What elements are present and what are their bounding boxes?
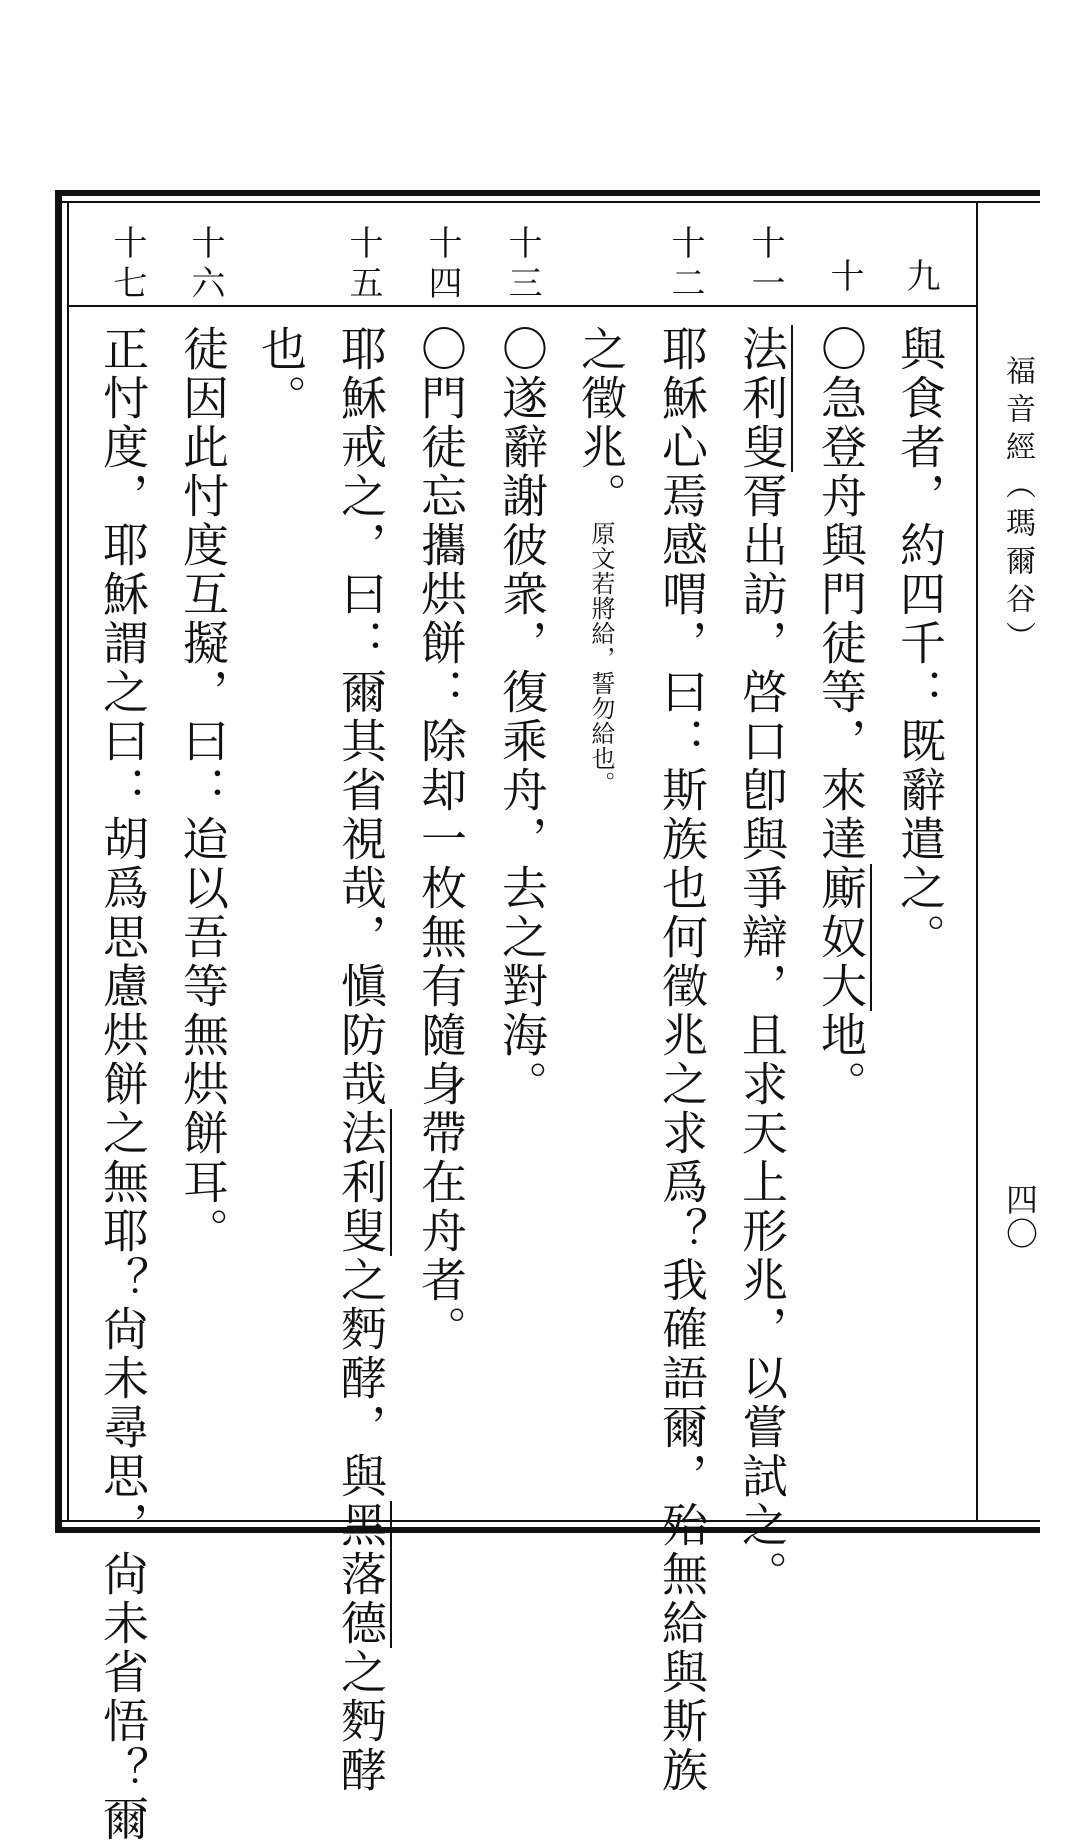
text-column-1 xyxy=(893,325,947,962)
frame-left-thick-rule xyxy=(55,190,62,1533)
text-column-7 xyxy=(414,325,468,1354)
frame-bottom-thin-rule xyxy=(55,1520,1040,1522)
text-column-10 xyxy=(176,325,230,1256)
frame-bottom-thick-rule xyxy=(55,1527,1040,1533)
verse-14-text: 〇門徒忘攜烘餅：除却一枚無有隨身帶在舟者。 xyxy=(414,325,468,1354)
frame-left-thin-rule xyxy=(67,201,69,1522)
text-column-9 xyxy=(254,325,308,423)
verse-number-12: 十二 xyxy=(665,225,705,305)
verse-10-text-start: 〇急登舟與門徒等，來達 xyxy=(814,325,868,864)
verse-12-text: 耶穌心焉感喟，曰：斯族也何徵兆之求爲？我確語爾，殆無給與斯族 xyxy=(655,325,709,1795)
verse-number-17: 十七 xyxy=(107,225,147,305)
verse-number-16: 十六 xyxy=(185,225,225,305)
text-column-3 xyxy=(735,325,789,1599)
page-number: 四〇 xyxy=(1001,1183,1039,1251)
frame-top-thin-rule xyxy=(55,201,1040,203)
verse-17-text: 正忖度，耶穌謂之曰：胡爲思慮烘餅之無耶？尙未尋思，尙未省悟？爾 xyxy=(96,325,150,1844)
note-line-b: 誓勿給也。 xyxy=(587,671,615,796)
verse-9-text: 與食者，約四千：既辭遣之。 xyxy=(893,325,947,962)
verse-number-14: 十四 xyxy=(422,225,462,305)
text-column-11 xyxy=(96,325,150,1844)
proper-name-mark-herod: 黑落德 xyxy=(334,1501,392,1648)
frame-top-thick-rule xyxy=(55,190,1040,196)
verse-15-text-mid: 之麪酵，與 xyxy=(334,1256,388,1501)
verse-15-text-start: 耶穌戒之，曰：爾其省視哉，愼防哉 xyxy=(334,325,388,1109)
verse-number-10: 十 xyxy=(824,258,864,298)
place-name-mark: 廝奴大 xyxy=(814,864,872,1011)
text-column-2 xyxy=(814,325,868,1109)
text-column-8 xyxy=(334,325,388,1795)
proper-name-mark-pharisees: 法利叟 xyxy=(334,1109,392,1256)
verse-15-text-continued: 也。 xyxy=(254,325,308,423)
proper-name-mark: 法利叟 xyxy=(735,325,793,472)
frame-right-rule xyxy=(976,201,978,1522)
note-line-a: 原文若將給， xyxy=(587,521,615,671)
interlinear-note xyxy=(578,521,624,796)
verse-number-15: 十五 xyxy=(343,225,383,305)
verse-15-text-end: 之麪酵 xyxy=(334,1648,388,1795)
text-column-5 xyxy=(574,325,628,796)
verse-16-text: 徒因此忖度互擬，曰：迨以吾等無烘餅耳。 xyxy=(176,325,230,1256)
verse-11-text: 胥出訪，啓口卽與爭辯，且求天上形兆，以嘗試之。 xyxy=(735,472,789,1599)
verse-10-text-end: 地。 xyxy=(814,1011,868,1109)
running-head: 福音經（瑪爾谷） xyxy=(1000,355,1035,659)
verse-number-9: 九 xyxy=(900,258,940,298)
text-column-6 xyxy=(495,325,549,1109)
verse-number-11: 十一 xyxy=(745,225,785,305)
verse-number-divider xyxy=(69,305,976,307)
verse-13-text: 〇遂辭謝彼衆，復乘舟，去之對海。 xyxy=(495,325,549,1109)
verse-number-13: 十三 xyxy=(502,225,542,305)
text-column-4 xyxy=(655,325,709,1795)
verse-12-text-continued: 之徵兆。 xyxy=(574,325,628,521)
